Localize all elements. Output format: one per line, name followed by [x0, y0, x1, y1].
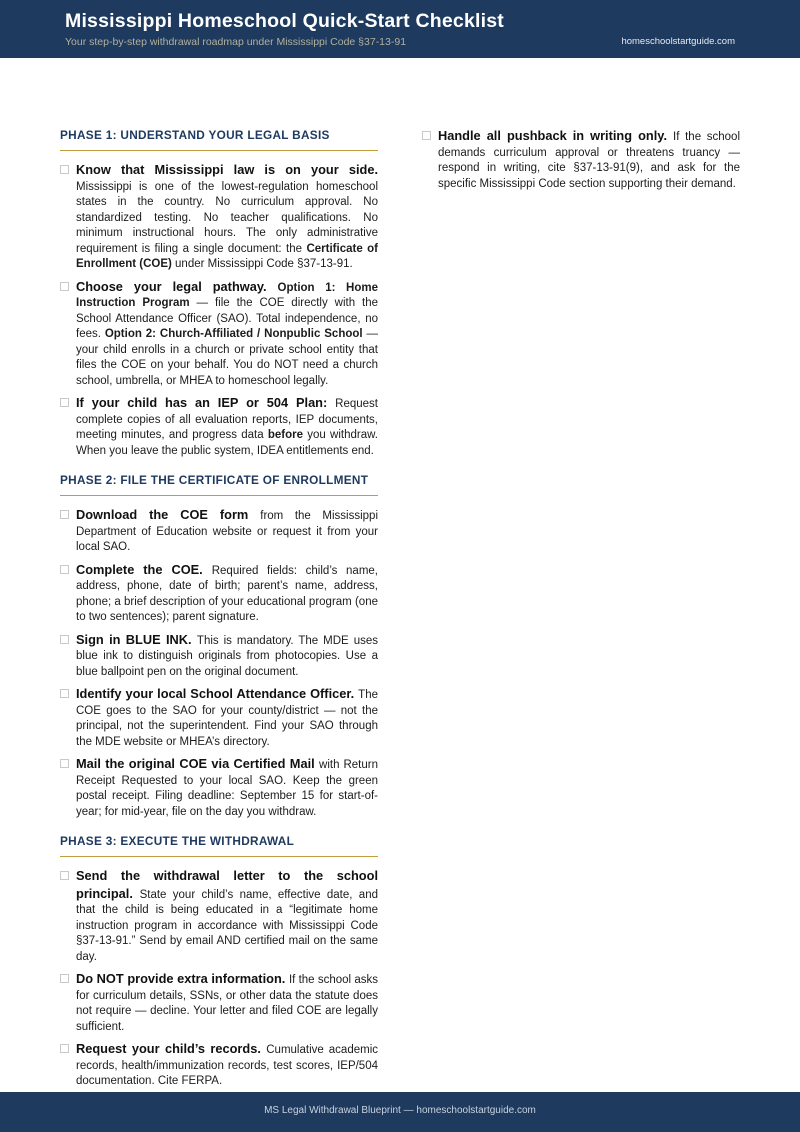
item-text: Handle all pushback in writing only. If the school demands curriculum approval or threatens truancy — respond in writing, cite §37-13-91(9), and ask for the specific Mississippi Code section supporting their demand.	[438, 128, 741, 190]
phase-heading: PHASE 1: UNDERSTAND YOUR LEGAL BASIS	[60, 128, 330, 142]
checklist-body	[0, 58, 800, 1092]
header-site-url: homeschoolstartguide.com	[621, 36, 735, 47]
phase-heading: PHASE 2: FILE THE CERTIFICATE OF ENROLLMENT	[60, 473, 369, 487]
section-rule	[60, 495, 378, 496]
checkbox-icon	[60, 398, 69, 407]
item-text: Download the COE form from the Mississippi Department of Education website or request it from your local SAO.	[76, 507, 378, 553]
item-text: Do NOT provide extra information. If the school asks for curriculum details, SSNs, or other data the statute does not require — decline. Your letter and filed COE are legally sufficient.	[76, 971, 378, 1033]
checkbox-icon	[60, 759, 69, 768]
item-text: Complete the COE. Required fields: child’s name, address, phone, date of birth; parent’s name, address, phone; a brief description of your educational program (one to two sentences); parent signature.	[76, 561, 378, 623]
item-text: Identify your local School Attendance Officer. The COE goes to the SAO for your county/district — not the principal, not the superintendent. Find your SAO through the MDE website or MHEA’s directory.	[76, 686, 378, 748]
column	[60, 128, 378, 1092]
checklist-item	[60, 507, 378, 556]
header-bar	[0, 0, 800, 58]
checklist-item	[60, 632, 378, 681]
checklist-item	[60, 395, 378, 459]
checkbox-icon	[60, 689, 69, 698]
checkbox-icon	[60, 165, 69, 174]
item-text: Request your child’s records. Cumulative academic records, health/immunization records, test scores, IEP/504 documentation. Cite FERPA.	[76, 1041, 378, 1087]
page-subtitle: Your step-by-step withdrawal roadmap under Mississippi Code §37-13-91	[65, 36, 407, 48]
checklist-item	[60, 562, 378, 626]
checklist-item	[60, 971, 378, 1035]
checklist-item	[60, 868, 378, 965]
checkbox-icon	[60, 871, 69, 880]
section-rule	[60, 856, 378, 857]
item-text: Send the withdrawal letter to the school principal. State your child’s name, effective date, and that the child is being educated in a “legitimate home instruction program in accordance with Mississippi Code §37-13-91.” Send by email AND certified mail on the same day.	[76, 868, 378, 963]
checkbox-icon	[60, 1044, 69, 1053]
checklist-item	[60, 162, 378, 273]
item-text: Mail the original COE via Certified Mail with Return Receipt Requested to your local SAO. Keep the green postal receipt. Filing deadline: September 15 for start-of-year; for mid-year, file on the day you withdraw.	[76, 756, 379, 818]
item-text: Know that Mississippi law is on your side. Mississippi is one of the lowest-regulation homeschool states in the country. No curriculum approval. No standardized testing. No teacher qualifications. No minimum instructional hours. The only administrative requirement is filing a single document: the Certificate of Enrollment (COE) under Mississippi Code §37-13-91.	[76, 162, 378, 270]
checklist-item	[60, 756, 378, 820]
phase-heading: PHASE 3: EXECUTE THE WITHDRAWAL	[60, 834, 295, 848]
checkbox-icon	[422, 131, 431, 140]
item-text: Sign in BLUE INK. This is mandatory. The MDE uses blue ink to distinguish originals from photocopies. Use a blue ballpoint pen on the original document.	[76, 631, 379, 678]
checkbox-icon	[60, 974, 69, 983]
checklist-item	[60, 1041, 378, 1090]
item-text: If your child has an IEP or 504 Plan: Request complete copies of all evaluation reports, IEP documents, meeting minutes, and progress data before you withdraw. When you leave the public system, IDEA entitlements end.	[76, 395, 378, 457]
footer-text: MS Legal Withdrawal Blueprint — homeschoolstartguide.com	[264, 1105, 536, 1116]
checklist-item	[60, 279, 378, 390]
checkbox-icon	[60, 282, 69, 291]
column	[422, 128, 740, 1092]
item-text: Choose your legal pathway. Option 1: Home Instruction Program — file the COE directly with the School Attendance Officer (SAO). Total independence, no fees. Option 2: Church-Affiliated / Nonpublic School — your child enrolls in a church or private school entity that files the COE on your behalf. You do NOT need a church school, umbrella, or MHEA to homeschool legally.	[76, 278, 378, 387]
checklist-item	[422, 128, 740, 192]
footer-bar	[0, 1092, 800, 1132]
checklist-item	[60, 686, 378, 750]
checkbox-icon	[60, 635, 69, 644]
section-rule	[60, 150, 378, 151]
checkbox-icon	[60, 565, 69, 574]
page-title: Mississippi Homeschool Quick-Start Checklist	[65, 10, 504, 32]
checkbox-icon	[60, 510, 69, 519]
